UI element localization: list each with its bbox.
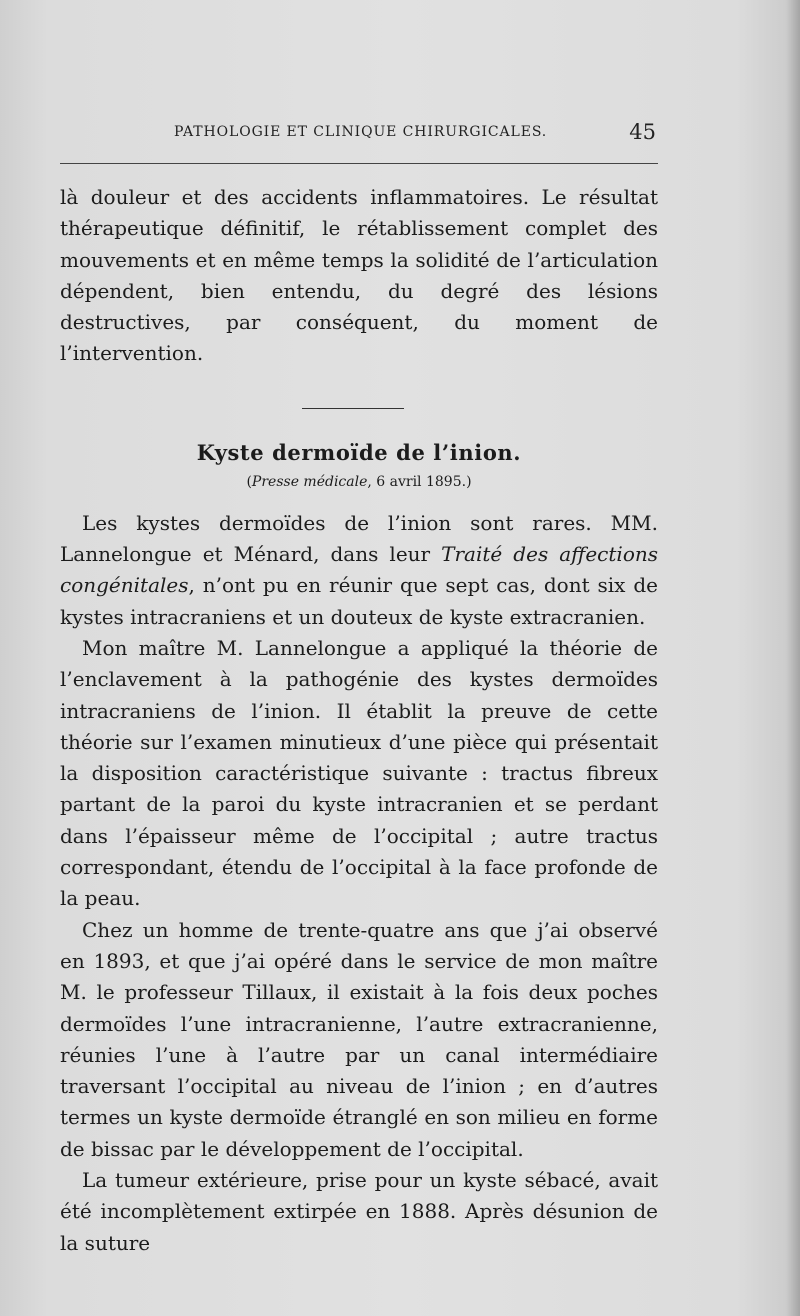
paragraph-2: Mon maître M. Lannelongue a appliqué la théorie de l’enclavement à la pathogénie des kystes dermoïdes intracraniens de l’inion. Il établit la preuve de cette théorie sur l’examen minutieux d’une pièce qui présentait la disposition caractéristique suivante : tractus fibreux partant de la paroi du kyste intracranien et se perdant dans l’épaisseur même de l’occipital ; autre tractus correspondant, étendu de l’occipital à la face profonde de la peau. (60, 635, 658, 911)
paragraph-1-after: , n’ont pu en réunir que sept cas, dont six de kystes intracraniens et un douteux de kyste extracranien. (60, 573, 658, 629)
section-title: Kyste dermoïde de l’inion. (196, 439, 522, 465)
section-separator-area (60, 370, 658, 436)
citation-open: ( (246, 473, 252, 490)
book-title: Traité des affections congénitales (60, 542, 659, 598)
page-number: 45 (629, 120, 656, 144)
page-body (60, 182, 658, 1259)
paragraph-3: Chez un homme de trente-quatre ans que j’ai observé en 1893, et que j’ai opéré dans le service de mon maître M. le professeur Tillaux, il existait à la fois deux poches dermoïdes l’une intracranienne, l’autre extracranienne, réunies l’une à l’autre par un canal intermédiaire traversant l’occipital au niveau de l’inion ; en d’autres termes un kyste dermoïde étranglé en son milieu en forme de bissac par le développement de l’occipital. (60, 917, 658, 1161)
running-head: PATHOLOGIE ET CLINIQUE CHIRURGICALES. (174, 124, 548, 140)
citation-source: Presse médicale (251, 473, 368, 490)
citation-date: , 6 avril 1895.) (367, 473, 472, 490)
paragraph-1 (60, 508, 658, 633)
intro-paragraph: là douleur et des accidents inflammatoires. Le résultat thérapeutique définitif, le rétablissement complet des mouvements et en même temps la solidité de l’articulation dépendent, bien entendu, du degré des lésions destructives, par conséquent, du moment de l’intervention. (60, 185, 658, 366)
section-citation (60, 470, 658, 494)
section-separator (302, 408, 404, 409)
paragraph-4: La tumeur extérieure, prise pour un kyste sébacé, avait été incomplètement extirpée en 1888. Après désunion de la suture (60, 1168, 658, 1255)
paragraph-1-before: Les kystes dermoïdes de l’inion sont rares. MM. Lannelongue et Ménard, dans leur (60, 510, 658, 567)
page-header (60, 122, 658, 146)
header-rule (60, 163, 658, 164)
